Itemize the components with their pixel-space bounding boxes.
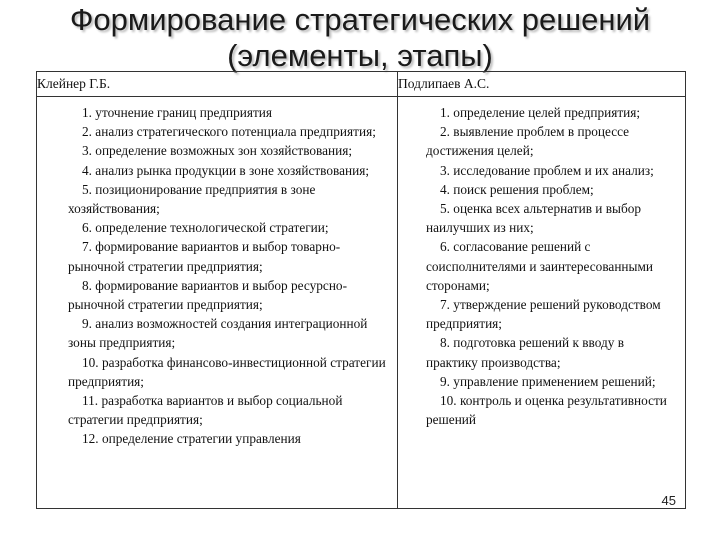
list-item: 9. управление применением решений;: [440, 373, 656, 389]
list-item: 7. утверждение решений руководством предприятия;: [426, 297, 661, 332]
column-header-podlipaev: Подлипаев А.С.: [398, 72, 686, 97]
list-item: 3. исследование проблем и их анализ;: [440, 162, 654, 178]
list-item: 5. оценка всех альтернатив и выбор наилучших из них;: [426, 201, 642, 236]
list-item: 11. разработка вариантов и выбор социальной стратегии предприятия;: [68, 393, 343, 428]
table-header-row: [37, 72, 686, 97]
list-item: 12. определение стратегии управления: [82, 431, 301, 447]
list-item: 4. поиск решения проблем;: [440, 181, 594, 197]
podlipaev-stages-list: [398, 97, 685, 429]
comparison-table: [36, 71, 686, 509]
list-item: 5. позиционирование предприятия в зоне хозяйствования;: [68, 181, 316, 217]
column-header-kleiner: Клейнер Г.Б.: [37, 72, 398, 97]
list-item: 2. выявление проблем в процессе достижения целей;: [426, 124, 630, 159]
list-item: 10. разработка финансово-инвестиционной стратегии предприятия;: [68, 354, 386, 389]
list-item: 10. контроль и оценка результативности решений: [426, 393, 667, 428]
list-item: 3. определение возможных зон хозяйствования;: [82, 143, 353, 159]
slide-title: [0, 2, 720, 74]
list-item: 7. формирование вариантов и выбор товарно-рыночной стратегии предприятия;: [68, 239, 341, 274]
list-item: 6. согласование решений с соисполнителями и заинтересованными сторонами;: [426, 239, 654, 293]
list-item: 1. определение целей предприятия;: [440, 105, 641, 120]
list-item: 4. анализ рынка продукции в зоне хозяйствования;: [82, 162, 370, 178]
page-number: 45: [661, 493, 676, 508]
slide-title-line-1: Формирование стратегических решений: [69, 2, 651, 37]
list-item: 9. анализ возможностей создания интеграционной зоны предприятия;: [68, 316, 368, 351]
kleiner-stages-cell: [37, 97, 398, 509]
table-body-row: [37, 97, 686, 509]
kleiner-stages-list: [37, 97, 397, 449]
list-item: 6. определение технологической стратегии;: [82, 220, 329, 236]
list-item: 2. анализ стратегического потенциала предприятия;: [82, 124, 376, 140]
list-item: 8. формирование вариантов и выбор ресурсно-рыночной стратегии предприятия;: [68, 277, 348, 313]
podlipaev-stages-cell: [398, 97, 686, 509]
list-item: 1. уточнение границ предприятия: [82, 105, 273, 120]
slide-title-line-2: (элементы, этапы): [227, 38, 493, 73]
list-item: 8. подготовка решений к вводу в практику производства;: [426, 335, 624, 370]
